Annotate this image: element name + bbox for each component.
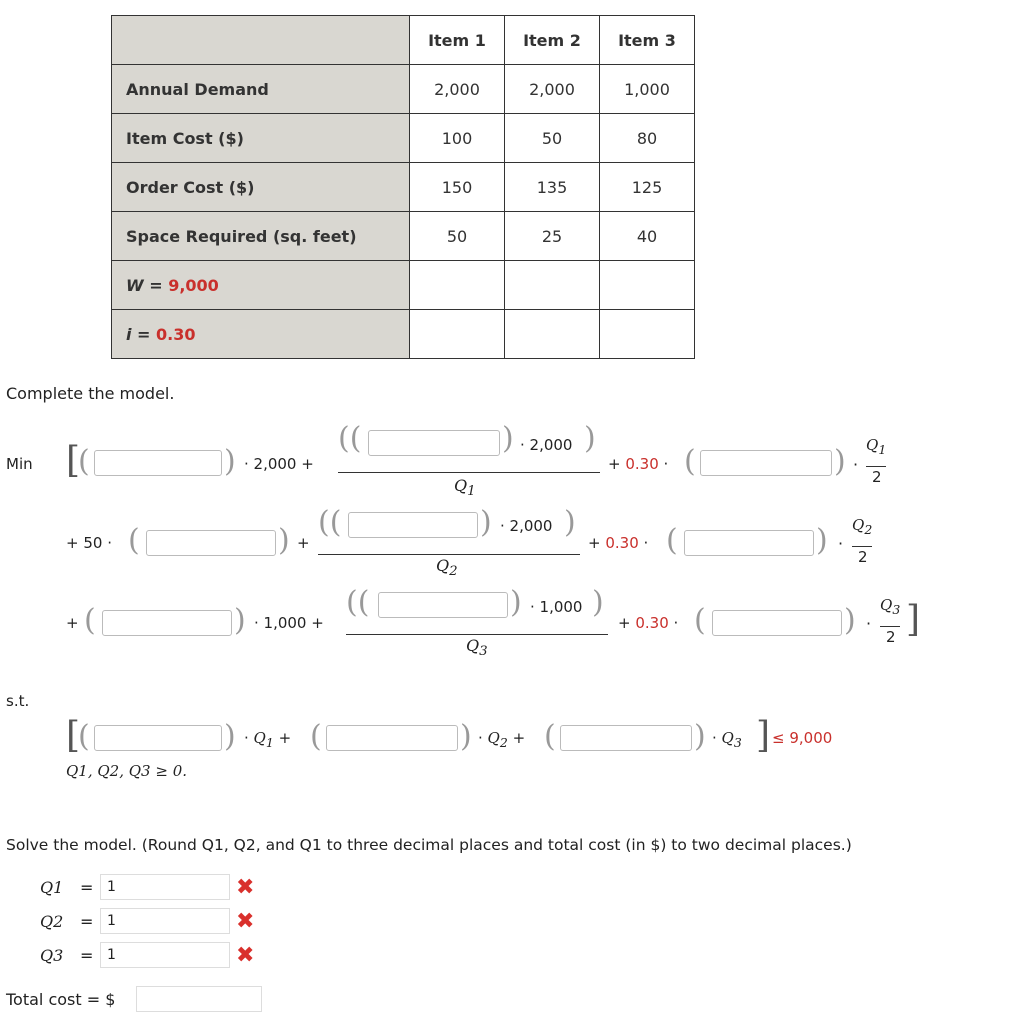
r2-q: $Q_2$ bbox=[852, 516, 873, 537]
row-label: Item Cost ($) bbox=[112, 114, 410, 163]
c-rhs: ≤ 9,000 bbox=[772, 729, 833, 747]
paren: (( bbox=[346, 585, 370, 620]
c-q1: · $Q_1$ + bbox=[244, 729, 292, 750]
paren: ) bbox=[234, 603, 246, 638]
cell: 2,000 bbox=[410, 65, 505, 114]
paren: ( bbox=[78, 444, 90, 479]
fraction-line bbox=[866, 466, 886, 467]
table-row-item-cost bbox=[112, 114, 695, 163]
cell: 125 bbox=[600, 163, 695, 212]
eq: = bbox=[80, 946, 94, 965]
w-param: W = 9,000 bbox=[112, 261, 410, 310]
paren: ( bbox=[544, 719, 556, 754]
table-row-w bbox=[112, 261, 695, 310]
table-row-space bbox=[112, 212, 695, 261]
paren: ( bbox=[684, 444, 696, 479]
r3-item-cost-input[interactable] bbox=[102, 610, 232, 636]
paren: ) bbox=[564, 505, 576, 540]
st-label: s.t. bbox=[6, 692, 30, 710]
paren: ) bbox=[224, 719, 236, 754]
i-param: i = 0.30 bbox=[112, 310, 410, 359]
paren: ) bbox=[510, 585, 522, 620]
paren: (( bbox=[338, 421, 362, 456]
paren: ) bbox=[816, 523, 828, 558]
nonneg: Q1, Q2, Q3 ≥ 0. bbox=[66, 762, 188, 780]
c-item3-space-input[interactable] bbox=[560, 725, 692, 751]
plus: + bbox=[297, 534, 310, 552]
r1-num-demand: · 2,000 bbox=[520, 436, 573, 454]
r3-denominator: $Q_3$ bbox=[466, 636, 488, 660]
paren: ) bbox=[224, 444, 236, 479]
cell: 50 bbox=[505, 114, 600, 163]
dot: · bbox=[853, 455, 859, 474]
close-bracket: ] bbox=[906, 599, 921, 640]
r1-denominator: $Q_1$ bbox=[454, 476, 476, 500]
prompt-complete: Complete the model. bbox=[6, 384, 175, 403]
table-row-order-cost bbox=[112, 163, 695, 212]
q3-answer-input[interactable]: 1 bbox=[100, 942, 230, 968]
paren: ( bbox=[666, 523, 678, 558]
fraction-line bbox=[880, 626, 900, 627]
q1-label: Q1 bbox=[40, 878, 64, 897]
paren: ) bbox=[694, 719, 706, 754]
table-row-annual-demand bbox=[112, 65, 695, 114]
open-bracket: [ bbox=[66, 440, 81, 481]
fraction-line bbox=[318, 554, 580, 555]
r3-num-demand: · 1,000 bbox=[530, 598, 583, 616]
paren: ) bbox=[592, 585, 604, 620]
r3-holding-input[interactable] bbox=[712, 610, 842, 636]
open-bracket: [ bbox=[66, 715, 81, 756]
q1-answer-input[interactable]: 1 bbox=[100, 874, 230, 900]
r3-q: $Q_3$ bbox=[880, 596, 901, 617]
paren: ( bbox=[694, 603, 706, 638]
paren: ) bbox=[844, 603, 856, 638]
r1-q: $Q_1$ bbox=[866, 436, 887, 457]
cell: 1,000 bbox=[600, 65, 695, 114]
paren: ( bbox=[84, 603, 96, 638]
cell: 50 bbox=[410, 212, 505, 261]
r2-num-demand: · 2,000 bbox=[500, 517, 553, 535]
paren: ) bbox=[502, 421, 514, 456]
cell: 25 bbox=[505, 212, 600, 261]
eq: = bbox=[80, 912, 94, 931]
paren: ) bbox=[460, 719, 472, 754]
cell: 100 bbox=[410, 114, 505, 163]
r2-two: 2 bbox=[858, 548, 868, 566]
r2-order-cost-input[interactable] bbox=[348, 512, 478, 538]
c-q3: · $Q_3$ bbox=[712, 729, 742, 750]
paren: ) bbox=[584, 421, 596, 456]
cell: 40 bbox=[600, 212, 695, 261]
r2-holding-input[interactable] bbox=[684, 530, 814, 556]
r3-two: 2 bbox=[886, 628, 896, 646]
c-item1-space-input[interactable] bbox=[94, 725, 222, 751]
dot: · bbox=[838, 534, 844, 553]
close-bracket: ] bbox=[756, 715, 771, 756]
fraction-line bbox=[852, 546, 872, 547]
fraction-line bbox=[346, 634, 608, 635]
wrong-icon: ✖ bbox=[236, 875, 255, 900]
min-label: Min bbox=[6, 455, 33, 473]
header-item-3: Item 3 bbox=[600, 16, 695, 65]
wrong-icon: ✖ bbox=[236, 943, 255, 968]
r3-demand: · 1,000 + bbox=[254, 614, 324, 632]
header-item-2: Item 2 bbox=[505, 16, 600, 65]
cell: 135 bbox=[505, 163, 600, 212]
paren: ) bbox=[278, 523, 290, 558]
r3-order-cost-input[interactable] bbox=[378, 592, 508, 618]
r1-demand: · 2,000 + bbox=[244, 455, 314, 473]
paren: (( bbox=[318, 505, 342, 540]
total-cost-input[interactable] bbox=[136, 986, 262, 1012]
r1-holding-input[interactable] bbox=[700, 450, 832, 476]
r2-denominator: $Q_2$ bbox=[436, 556, 458, 580]
dot: · bbox=[866, 614, 872, 633]
table-row-i bbox=[112, 310, 695, 359]
fraction-line bbox=[338, 472, 600, 473]
c-item2-space-input[interactable] bbox=[326, 725, 458, 751]
table-header-row bbox=[112, 16, 695, 65]
table-corner bbox=[112, 16, 410, 65]
r2-item-cost-input[interactable] bbox=[146, 530, 276, 556]
row-label: Order Cost ($) bbox=[112, 163, 410, 212]
r1-order-cost-input[interactable] bbox=[368, 430, 500, 456]
r2-holding: + 0.30 · bbox=[588, 534, 649, 552]
paren: ( bbox=[128, 523, 140, 558]
q2-answer-input[interactable]: 1 bbox=[100, 908, 230, 934]
row-label: Space Required (sq. feet) bbox=[112, 212, 410, 261]
cell: 80 bbox=[600, 114, 695, 163]
data-table bbox=[111, 15, 695, 359]
paren: ( bbox=[78, 719, 90, 754]
row-label: Annual Demand bbox=[112, 65, 410, 114]
total-label: Total cost = $ bbox=[6, 990, 116, 1009]
header-item-1: Item 1 bbox=[410, 16, 505, 65]
plus: + bbox=[66, 614, 79, 632]
wrong-icon: ✖ bbox=[236, 909, 255, 934]
r1-two: 2 bbox=[872, 468, 882, 486]
r1-holding: + 0.30 · bbox=[608, 455, 669, 473]
eq: = bbox=[80, 878, 94, 897]
cell: 2,000 bbox=[505, 65, 600, 114]
r3-holding: + 0.30 · bbox=[618, 614, 679, 632]
r2-lead: + 50 · bbox=[66, 534, 112, 552]
cell: 150 bbox=[410, 163, 505, 212]
r1-item-cost-input[interactable] bbox=[94, 450, 222, 476]
paren: ) bbox=[480, 505, 492, 540]
c-q2: · $Q_2$ + bbox=[478, 729, 526, 750]
solve-prompt: Solve the model. (Round Q1, Q2, and Q1 to three decimal places and total cost (in $) to two decimal places.) bbox=[6, 836, 852, 854]
q3-label: Q3 bbox=[40, 946, 64, 965]
paren: ( bbox=[310, 719, 322, 754]
q2-label: Q2 bbox=[40, 912, 64, 931]
paren: ) bbox=[834, 444, 846, 479]
